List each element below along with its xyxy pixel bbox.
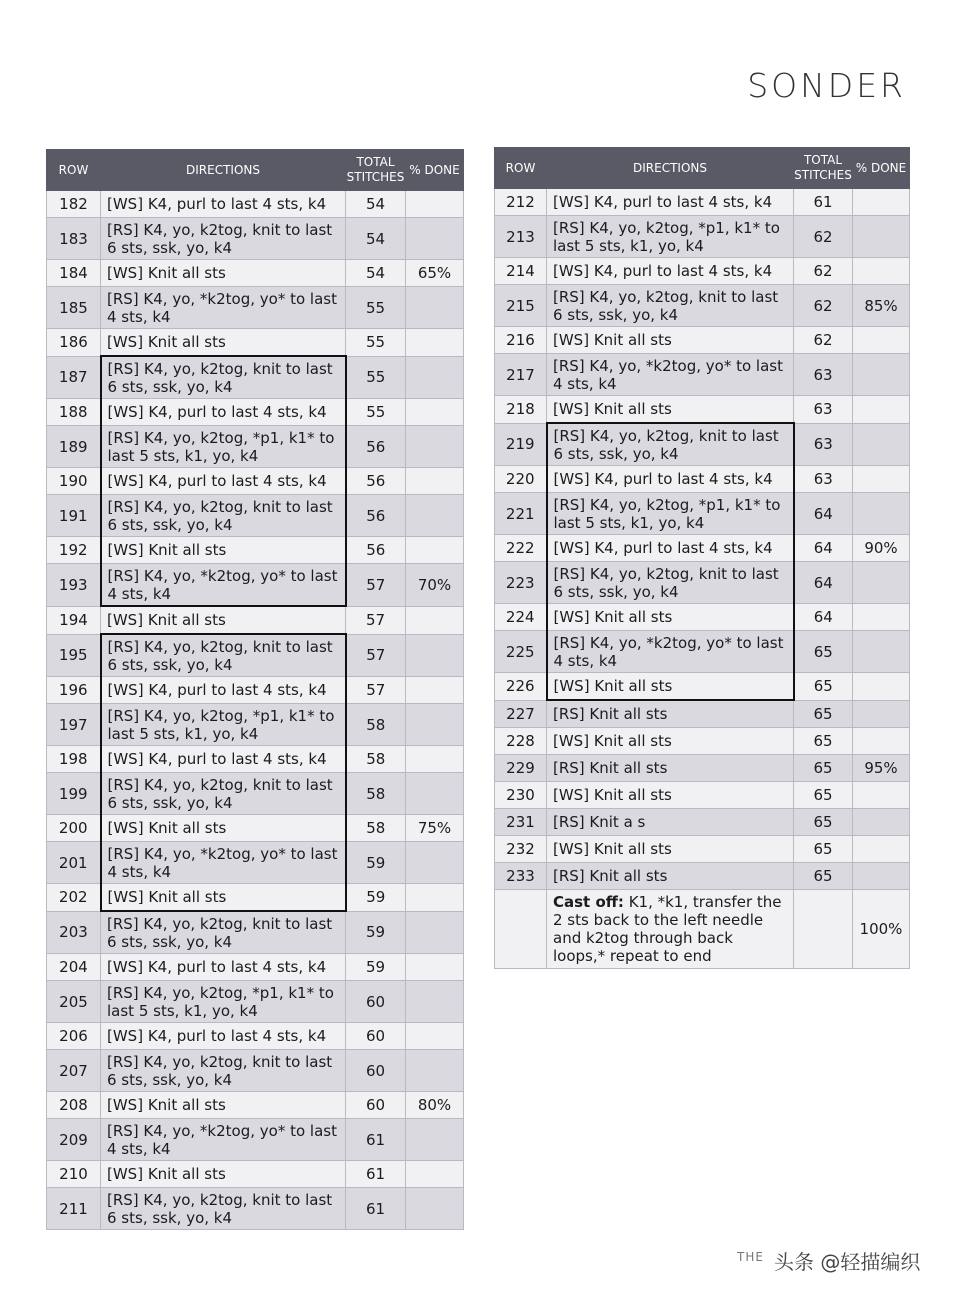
row-pct-done — [406, 1119, 464, 1161]
row-number: 185 — [47, 287, 101, 329]
row-directions: [RS] K4, yo, k2tog, *p1, k1* to last 5 sts, k1, yo, k4 — [547, 493, 794, 535]
table-row — [495, 809, 910, 836]
row-directions: [RS] K4, yo, k2tog, knit to last 6 sts, ssk, yo, k4 — [101, 1050, 346, 1092]
table-row — [47, 746, 464, 773]
table-row — [495, 493, 910, 535]
table-row — [47, 606, 464, 634]
row-directions: [RS] K4, yo, k2tog, knit to last 6 sts, ssk, yo, k4 — [101, 634, 346, 677]
header-pct-done: % DONE — [406, 150, 464, 191]
table-row — [47, 1119, 464, 1161]
table-row — [47, 1188, 464, 1230]
row-pct-done: 65% — [406, 260, 464, 287]
table-row — [495, 423, 910, 466]
row-number: 217 — [495, 354, 547, 396]
row-total-stitches: 60 — [346, 981, 406, 1023]
header-total-stitches: TOTAL STITCHES — [794, 148, 853, 189]
row-total-stitches: 57 — [346, 606, 406, 634]
row-total-stitches: 64 — [794, 535, 853, 562]
row-pct-done — [406, 1188, 464, 1230]
row-total-stitches: 55 — [346, 399, 406, 426]
row-directions: [RS] K4, yo, k2tog, knit to last 6 sts, ssk, yo, k4 — [101, 218, 346, 260]
row-number: 210 — [47, 1161, 101, 1188]
row-number: 223 — [495, 562, 547, 604]
table-row — [495, 354, 910, 396]
table-row — [47, 495, 464, 537]
header-total-stitches: TOTAL STITCHES — [346, 150, 406, 191]
row-pct-done — [853, 493, 910, 535]
row-total-stitches: 65 — [794, 631, 853, 673]
row-directions: [WS] K4, purl to last 4 sts, k4 — [101, 399, 346, 426]
row-pct-done: 80% — [406, 1092, 464, 1119]
table-row — [495, 782, 910, 809]
row-number: 196 — [47, 677, 101, 704]
header-row: ROW — [495, 148, 547, 189]
row-pct-done — [406, 981, 464, 1023]
row-total-stitches: 54 — [346, 218, 406, 260]
row-number: 188 — [47, 399, 101, 426]
row-pct-done — [406, 884, 464, 912]
row-number: 230 — [495, 782, 547, 809]
row-total-stitches — [794, 890, 853, 969]
page-title: SONDER — [747, 66, 906, 105]
row-total-stitches: 57 — [346, 634, 406, 677]
row-total-stitches: 65 — [794, 700, 853, 728]
row-directions: [RS] Knit all sts — [547, 700, 794, 728]
table-row — [47, 842, 464, 884]
row-pct-done — [853, 700, 910, 728]
row-number: 206 — [47, 1023, 101, 1050]
row-directions: [WS] K4, purl to last 4 sts, k4 — [101, 746, 346, 773]
row-directions: [WS] Knit all sts — [101, 815, 346, 842]
row-number: 231 — [495, 809, 547, 836]
row-total-stitches: 59 — [346, 884, 406, 912]
table-row — [47, 218, 464, 260]
row-directions: [WS] Knit all sts — [101, 1161, 346, 1188]
row-directions: [WS] K4, purl to last 4 sts, k4 — [547, 535, 794, 562]
row-pct-done — [406, 218, 464, 260]
row-pct-done — [853, 327, 910, 354]
row-number: 215 — [495, 285, 547, 327]
table-row — [47, 426, 464, 468]
row-directions: [RS] K4, yo, k2tog, knit to last 6 sts, ssk, yo, k4 — [101, 773, 346, 815]
row-pct-done — [406, 1023, 464, 1050]
row-total-stitches: 63 — [794, 423, 853, 466]
row-number: 229 — [495, 755, 547, 782]
row-total-stitches: 56 — [346, 495, 406, 537]
table-row — [495, 836, 910, 863]
row-directions: [RS] K4, yo, k2tog, knit to last 6 sts, ssk, yo, k4 — [101, 911, 346, 954]
row-pct-done — [406, 399, 464, 426]
row-total-stitches: 61 — [346, 1161, 406, 1188]
row-total-stitches: 63 — [794, 466, 853, 493]
row-total-stitches: 65 — [794, 863, 853, 890]
header-pct-done: % DONE — [853, 148, 910, 189]
row-number: 186 — [47, 329, 101, 357]
row-directions: [RS] K4, yo, k2tog, knit to last 6 sts, ssk, yo, k4 — [547, 423, 794, 466]
row-total-stitches: 58 — [346, 746, 406, 773]
row-pct-done — [853, 189, 910, 216]
row-directions: [WS] Knit all sts — [547, 673, 794, 701]
row-directions: [WS] K4, purl to last 4 sts, k4 — [101, 954, 346, 981]
row-pct-done — [406, 773, 464, 815]
row-total-stitches: 58 — [346, 773, 406, 815]
row-directions: [WS] K4, purl to last 4 sts, k4 — [101, 468, 346, 495]
row-pct-done — [406, 746, 464, 773]
table-row — [47, 1161, 464, 1188]
table-row — [47, 634, 464, 677]
row-pct-done — [853, 728, 910, 755]
row-pct-done — [406, 677, 464, 704]
row-total-stitches: 56 — [346, 426, 406, 468]
row-total-stitches: 64 — [794, 562, 853, 604]
row-number: 198 — [47, 746, 101, 773]
row-total-stitches: 63 — [794, 396, 853, 424]
row-directions: [RS] K4, yo, k2tog, *p1, k1* to last 5 sts, k1, yo, k4 — [101, 981, 346, 1023]
row-directions: [RS] K4, yo, k2tog, knit to last 6 sts, ssk, yo, k4 — [547, 285, 794, 327]
row-pct-done — [406, 1161, 464, 1188]
row-directions: [RS] K4, yo, k2tog, *p1, k1* to last 5 sts, k1, yo, k4 — [547, 216, 794, 258]
row-pct-done: 75% — [406, 815, 464, 842]
table-row — [495, 396, 910, 424]
row-directions: [WS] Knit all sts — [101, 884, 346, 912]
row-total-stitches: 64 — [794, 604, 853, 631]
row-total-stitches: 62 — [794, 285, 853, 327]
row-directions: [WS] K4, purl to last 4 sts, k4 — [547, 258, 794, 285]
row-pct-done — [853, 863, 910, 890]
row-pct-done: 85% — [853, 285, 910, 327]
row-directions: [WS] Knit all sts — [101, 606, 346, 634]
row-number: 207 — [47, 1050, 101, 1092]
row-total-stitches: 58 — [346, 815, 406, 842]
row-pct-done: 70% — [406, 564, 464, 607]
row-directions: [WS] Knit all sts — [101, 1092, 346, 1119]
row-directions: [RS] K4, yo, k2tog, *p1, k1* to last 5 sts, k1, yo, k4 — [101, 426, 346, 468]
table-row — [495, 728, 910, 755]
row-total-stitches: 60 — [346, 1092, 406, 1119]
row-pct-done — [406, 495, 464, 537]
table-row — [495, 863, 910, 890]
row-directions: [RS] K4, yo, *k2tog, yo* to last 4 sts, k4 — [101, 564, 346, 607]
row-total-stitches: 54 — [346, 191, 406, 218]
table-row — [47, 954, 464, 981]
table-row — [47, 773, 464, 815]
row-directions: [RS] K4, yo, k2tog, knit to last 6 sts, ssk, yo, k4 — [101, 495, 346, 537]
table-row — [495, 189, 910, 216]
row-total-stitches: 63 — [794, 354, 853, 396]
row-total-stitches: 65 — [794, 782, 853, 809]
table-row — [47, 1050, 464, 1092]
table-row — [495, 327, 910, 354]
row-number: 211 — [47, 1188, 101, 1230]
row-total-stitches: 54 — [346, 260, 406, 287]
row-number — [495, 890, 547, 969]
table-row — [47, 815, 464, 842]
row-pct-done — [853, 562, 910, 604]
watermark: 头条 @轻描编织 — [770, 1246, 924, 1275]
row-pct-done — [406, 287, 464, 329]
row-pct-done — [853, 423, 910, 466]
table-row — [495, 631, 910, 673]
row-number: 221 — [495, 493, 547, 535]
table-row — [495, 673, 910, 701]
row-number: 183 — [47, 218, 101, 260]
row-pct-done — [406, 954, 464, 981]
table-row — [495, 535, 910, 562]
row-total-stitches: 61 — [346, 1188, 406, 1230]
table-row — [47, 981, 464, 1023]
row-number: 204 — [47, 954, 101, 981]
table-row — [495, 285, 910, 327]
table-row — [47, 287, 464, 329]
row-directions: [WS] Knit all sts — [101, 537, 346, 564]
row-total-stitches: 61 — [346, 1119, 406, 1161]
row-directions: [WS] K4, purl to last 4 sts, k4 — [547, 189, 794, 216]
row-number: 212 — [495, 189, 547, 216]
row-pct-done — [406, 356, 464, 399]
row-number: 189 — [47, 426, 101, 468]
row-total-stitches: 55 — [346, 356, 406, 399]
row-directions: [WS] Knit all sts — [101, 260, 346, 287]
row-directions: [RS] Knit all sts — [547, 863, 794, 890]
row-total-stitches: 60 — [346, 1050, 406, 1092]
row-directions: [RS] K4, yo, *k2tog, yo* to last 4 sts, k4 — [101, 1119, 346, 1161]
row-directions: [WS] Knit all sts — [547, 604, 794, 631]
header-directions: DIRECTIONS — [547, 148, 794, 189]
row-number: 218 — [495, 396, 547, 424]
row-number: 216 — [495, 327, 547, 354]
row-directions: [WS] Knit all sts — [547, 782, 794, 809]
row-pct-done — [406, 537, 464, 564]
row-number: 192 — [47, 537, 101, 564]
row-total-stitches: 57 — [346, 677, 406, 704]
row-directions: [WS] K4, purl to last 4 sts, k4 — [101, 1023, 346, 1050]
row-total-stitches: 64 — [794, 493, 853, 535]
row-directions: [RS] Knit all sts — [547, 755, 794, 782]
row-directions: [RS] K4, yo, k2tog, knit to last 6 sts, ssk, yo, k4 — [547, 562, 794, 604]
row-number: 208 — [47, 1092, 101, 1119]
row-table-right — [494, 147, 910, 969]
row-directions: [WS] K4, purl to last 4 sts, k4 — [101, 191, 346, 218]
table-row — [495, 562, 910, 604]
table-row — [47, 564, 464, 607]
table-row — [495, 604, 910, 631]
row-number: 202 — [47, 884, 101, 912]
row-pct-done: 90% — [853, 535, 910, 562]
row-total-stitches: 56 — [346, 468, 406, 495]
table-row — [47, 399, 464, 426]
row-pct-done — [406, 329, 464, 357]
table-row — [47, 329, 464, 357]
header-row: ROW — [47, 150, 101, 191]
row-pct-done — [853, 631, 910, 673]
row-number: 199 — [47, 773, 101, 815]
row-number: 195 — [47, 634, 101, 677]
row-total-stitches: 56 — [346, 537, 406, 564]
row-pct-done — [853, 604, 910, 631]
cast-off-directions — [547, 890, 794, 969]
row-pct-done: 95% — [853, 755, 910, 782]
row-pct-done — [406, 911, 464, 954]
row-number: 205 — [47, 981, 101, 1023]
row-number: 224 — [495, 604, 547, 631]
row-total-stitches: 55 — [346, 329, 406, 357]
row-total-stitches: 58 — [346, 704, 406, 746]
row-number: 197 — [47, 704, 101, 746]
row-number: 182 — [47, 191, 101, 218]
row-directions: [WS] Knit all sts — [547, 396, 794, 424]
row-number: 225 — [495, 631, 547, 673]
row-pct-done — [853, 396, 910, 424]
table-row — [47, 191, 464, 218]
table-row — [47, 1023, 464, 1050]
row-number: 201 — [47, 842, 101, 884]
row-total-stitches: 62 — [794, 258, 853, 285]
row-total-stitches: 65 — [794, 809, 853, 836]
row-number: 193 — [47, 564, 101, 607]
row-table-left — [46, 149, 464, 1230]
table-header — [495, 148, 910, 189]
table-row — [47, 260, 464, 287]
row-number: 194 — [47, 606, 101, 634]
table-row — [47, 677, 464, 704]
row-number: 190 — [47, 468, 101, 495]
row-total-stitches: 59 — [346, 911, 406, 954]
table-row — [495, 700, 910, 728]
row-directions: [WS] Knit all sts — [101, 329, 346, 357]
row-number: 200 — [47, 815, 101, 842]
row-pct-done: 100% — [853, 890, 910, 969]
table-row — [47, 468, 464, 495]
row-total-stitches: 65 — [794, 836, 853, 863]
table-row — [495, 258, 910, 285]
row-pct-done — [406, 468, 464, 495]
row-directions: [RS] K4, yo, k2tog, knit to last 6 sts, ssk, yo, k4 — [101, 356, 346, 399]
row-total-stitches: 55 — [346, 287, 406, 329]
row-pct-done — [853, 836, 910, 863]
table-row — [47, 356, 464, 399]
row-total-stitches: 65 — [794, 755, 853, 782]
row-directions: [RS] K4, yo, *k2tog, yo* to last 4 sts, k4 — [547, 354, 794, 396]
row-pct-done — [853, 782, 910, 809]
row-number: 213 — [495, 216, 547, 258]
row-directions: [WS] Knit all sts — [547, 327, 794, 354]
row-number: 184 — [47, 260, 101, 287]
row-directions: [RS] K4, yo, *k2tog, yo* to last 4 sts, k4 — [101, 287, 346, 329]
row-number: 191 — [47, 495, 101, 537]
row-pct-done — [853, 354, 910, 396]
row-directions: [RS] K4, yo, *k2tog, yo* to last 4 sts, k4 — [547, 631, 794, 673]
row-directions: [RS] Knit a s — [547, 809, 794, 836]
row-total-stitches: 59 — [346, 842, 406, 884]
row-pct-done — [853, 216, 910, 258]
table-row — [495, 466, 910, 493]
row-number: 228 — [495, 728, 547, 755]
table-row — [495, 216, 910, 258]
row-number: 219 — [495, 423, 547, 466]
table-row — [47, 884, 464, 912]
row-pct-done — [853, 258, 910, 285]
row-total-stitches: 62 — [794, 327, 853, 354]
row-pct-done — [406, 842, 464, 884]
table-row — [47, 704, 464, 746]
row-total-stitches: 62 — [794, 216, 853, 258]
row-directions: [RS] K4, yo, k2tog, *p1, k1* to last 5 sts, k1, yo, k4 — [101, 704, 346, 746]
cast-off-label: Cast off: — [553, 893, 624, 911]
row-pct-done — [853, 809, 910, 836]
row-pct-done — [853, 673, 910, 701]
row-pct-done — [406, 426, 464, 468]
row-pct-done — [406, 606, 464, 634]
row-number: 209 — [47, 1119, 101, 1161]
page-footer: THE — [737, 1250, 764, 1264]
table-row — [47, 1092, 464, 1119]
row-number: 187 — [47, 356, 101, 399]
row-directions: [WS] Knit all sts — [547, 728, 794, 755]
row-total-stitches: 59 — [346, 954, 406, 981]
row-number: 214 — [495, 258, 547, 285]
row-number: 227 — [495, 700, 547, 728]
row-number: 233 — [495, 863, 547, 890]
table-row — [495, 755, 910, 782]
row-directions: [WS] Knit all sts — [547, 836, 794, 863]
row-number: 226 — [495, 673, 547, 701]
row-number: 203 — [47, 911, 101, 954]
row-directions: [WS] K4, purl to last 4 sts, k4 — [547, 466, 794, 493]
table-row — [47, 537, 464, 564]
row-number: 222 — [495, 535, 547, 562]
row-total-stitches: 57 — [346, 564, 406, 607]
row-total-stitches: 65 — [794, 673, 853, 701]
row-directions: [WS] K4, purl to last 4 sts, k4 — [101, 677, 346, 704]
row-pct-done — [406, 704, 464, 746]
row-pct-done — [406, 634, 464, 677]
row-pct-done — [406, 191, 464, 218]
table-row — [47, 911, 464, 954]
row-pct-done — [853, 466, 910, 493]
cast-off-text: K1, *k1, transfer the 2 sts back to the left needle and k2tog through back loops,* repeat to end — [553, 893, 782, 965]
row-directions: [RS] K4, yo, *k2tog, yo* to last 4 sts, k4 — [101, 842, 346, 884]
row-directions: [RS] K4, yo, k2tog, knit to last 6 sts, ssk, yo, k4 — [101, 1188, 346, 1230]
header-directions: DIRECTIONS — [101, 150, 346, 191]
table-header — [47, 150, 464, 191]
row-pct-done — [406, 1050, 464, 1092]
row-total-stitches: 60 — [346, 1023, 406, 1050]
row-number: 232 — [495, 836, 547, 863]
row-total-stitches: 65 — [794, 728, 853, 755]
row-number: 220 — [495, 466, 547, 493]
cast-off-row — [495, 890, 910, 969]
row-total-stitches: 61 — [794, 189, 853, 216]
